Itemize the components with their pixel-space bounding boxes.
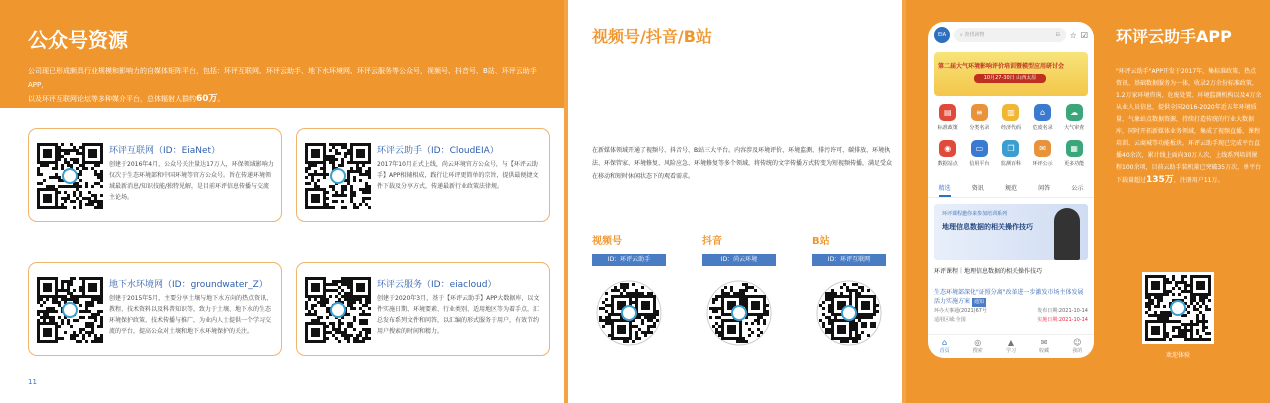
platform-id: ID：尚云环境 xyxy=(702,254,776,266)
card-title: 环评互联网（ID：EiaNet） xyxy=(109,146,221,156)
course-banner[interactable]: 环评课程邀你来参加培训系列 地理信息数据的相关操作技巧 xyxy=(934,204,1088,260)
qr-code-icon xyxy=(305,143,371,209)
feature-catalog[interactable]: ≡ 分类名录 xyxy=(964,104,996,140)
qr-code-icon xyxy=(305,277,371,343)
page-number: 11 xyxy=(28,378,37,386)
body-text: "环评云助手"APP开发于2017年，集标准政策、热点资讯、基础数据服务为一体，收录2万余份标准政策，1.2万家环境咨询、危废处置、环境监测机构以及4万余从业人员信息，提供全国2016-2020年近五年环境质量、气象站点数据资源，持续打造传统的行业大数据库，同时开拓新媒体业务领域，集成了视频直播、课程培训、云商城等功能板块。环评云助手现已完成平台直播40余次，累计线上面向30万人次，上线系列培训课程100余项，目前云助手装机量已突破35万次，单平台下载量超过135万，注册用户11万。 xyxy=(1116,68,1262,185)
feature-monitor-wiki[interactable]: ❐ 监测百科 xyxy=(995,140,1027,176)
platform-name: B站 xyxy=(812,236,830,247)
grid-icon: ▦ xyxy=(1066,140,1083,157)
compass-icon: ◎ xyxy=(974,338,982,347)
card-title: 地下水环境网（ID：groundwater_Z） xyxy=(109,280,268,290)
book-icon: ❐ xyxy=(1002,140,1019,157)
card-eianet xyxy=(28,128,282,222)
feature-eia-notice[interactable]: ✉ 环评公示 xyxy=(1027,140,1059,176)
nav-home[interactable]: ⌂ 首页 xyxy=(939,338,950,354)
card-description: 创建于2020年3月，基于【环评云助手】APP大数据库，以文件实施日期、环境要素、行业类别、适用地区等为着手点，汇总发布系列文件和问答，以汇编的形式服务于用户，有效节约用户搜索的时间和精力。 xyxy=(377,295,540,335)
app-top-bar xyxy=(928,22,1094,48)
qr-code-icon xyxy=(706,280,772,346)
feature-credit[interactable]: ▭ 信用平台 xyxy=(964,140,996,176)
tab-featured[interactable]: 精选 xyxy=(939,180,951,197)
nav-profile[interactable]: ☺ 我的 xyxy=(1072,338,1083,354)
card-title: 环评云助手（ID：CloudEIA） xyxy=(377,146,499,156)
mail-icon: ✉ xyxy=(1040,338,1048,347)
intro-text: 公司现已形成颇具行业规模和影响力的自媒体矩阵平台，包括：环评互联网、环评云助手、地下水环境网、环评云服务等公众号，视频号、抖音号、B站、环评云助手APP， 以及环评互联网论坛等多种媒介平台，总体辐射人群约60万。 xyxy=(28,67,537,104)
house-icon: ⌂ xyxy=(1034,104,1051,121)
news-title: 生态环境部深化"证照分离"改革进一步激发市场主体发展活力实施方案 xyxy=(934,289,1084,305)
feature-data-stations[interactable]: ◉ 数据站点 xyxy=(932,140,964,176)
feature-air-review[interactable]: ☁ 大气审查 xyxy=(1058,104,1090,140)
search-input[interactable]: ⌕ 查找读物 ⊟ xyxy=(954,28,1066,42)
tab-news[interactable]: 资讯 xyxy=(971,185,984,192)
page-video-platforms xyxy=(568,0,902,403)
feature-more[interactable]: ▦ 更多功能 xyxy=(1058,140,1090,176)
feature-hazard-list[interactable]: ⌂ 危废名录 xyxy=(1027,104,1059,140)
scan-icon[interactable]: ⊟ xyxy=(1055,32,1060,38)
platform-id: ID：环评互联网 xyxy=(812,254,886,266)
card-description: 2017年10月正式上线，尚云环境官方公众号，与【环评云助手】APP相辅相成，践行让环评更简单的宗旨，提供最便捷文件下载及分享方式，传递最新行业政策法律规。 xyxy=(377,161,539,190)
tab-notices[interactable]: 公示 xyxy=(1071,185,1084,192)
qr-code-icon xyxy=(37,143,103,209)
tab-qa[interactable]: 问答 xyxy=(1038,185,1051,192)
pin-icon: ◉ xyxy=(939,140,956,157)
home-icon: ⌂ xyxy=(942,338,948,347)
card-cloudeia xyxy=(296,128,550,222)
checkbox-icon[interactable]: ☑ xyxy=(1080,30,1088,40)
app-qr xyxy=(1142,272,1214,344)
news-tag: 通知 xyxy=(973,299,984,305)
nav-learn[interactable]: ▲ 学习 xyxy=(1005,338,1016,354)
feature-economy-code[interactable]: ▥ 经济代码 xyxy=(995,104,1027,140)
banner-title: 第二届大气环境影响评价培训暨模型应用研讨会 xyxy=(938,63,1065,70)
body-text: 在新媒体领域开通了视频号、抖音号、B站三大平台。内容涉及环境评价、环境监测、排污许可、碳排放、环境执法、环保管家、环境修复、风险应急、环境修复等多个领域，将传统的文字传播方式转变为短视频传播，满足受众在移动和短时休闲状态下的观看需求。 xyxy=(592,147,893,180)
page-title: 视频号/抖音/B站 xyxy=(592,27,712,46)
search-icon: ⌕ xyxy=(960,32,963,38)
platform-bilibili xyxy=(812,232,886,350)
page-public-accounts xyxy=(0,0,564,403)
page-title: 公众号资源 xyxy=(28,28,128,52)
platform-name: 抖音 xyxy=(702,236,722,247)
news-item[interactable]: 生态环境部深化"证照分离"改革进一步激发市场主体发展活力实施方案 通知 环办大事通(2021)67号 发布日期:2021-10-14 适用区域:全国 实施日期:2021-10-14 xyxy=(934,289,1088,323)
qr-code-icon xyxy=(596,280,662,346)
feature-grid xyxy=(932,104,1090,176)
audience-number: 60万 xyxy=(196,94,218,104)
user-icon: ☺ xyxy=(1073,338,1082,347)
platform-name: 视频号 xyxy=(592,236,622,247)
download-number: 135万 xyxy=(1146,175,1174,185)
content-tabs xyxy=(928,180,1094,198)
card-title: 环评云服务（ID：eiacloud） xyxy=(377,280,497,290)
feature-standards[interactable]: ▤ 标准政策 xyxy=(932,104,964,140)
card-description: 创建于2015年5月，主要分享土壤与地下水方向的热点资讯、教程、技术资料以及科普知识等，致力于土壤、地下水的生态环境保护政策、技术传播与推广，为业内人士提供一个学习交流的平台，提高公众对土壤和地下水环境保护的关注。 xyxy=(109,295,273,335)
qr-code-icon xyxy=(1145,275,1211,341)
bottom-nav xyxy=(928,334,1094,358)
platform-wechat-video xyxy=(592,232,666,350)
phone-mockup xyxy=(928,22,1094,358)
card-description: 创建于2016年4月，公众号关注量达17万人，环保领域影响力仅次于生态环境部和中国环境等官方公众号。旨在传递环境领域最新消息/知识技能/独特见解，是目前环评信息传播与交流主论场。 xyxy=(109,161,274,201)
platform-douyin xyxy=(702,232,776,350)
platform-id: ID：环评云助手 xyxy=(592,254,666,266)
app-logo: EIA xyxy=(934,27,950,43)
card-eiacloud xyxy=(296,262,550,356)
document-icon: ▤ xyxy=(939,104,956,121)
nav-favorites[interactable]: ✉ 收藏 xyxy=(1039,338,1050,354)
tab-standards[interactable]: 规范 xyxy=(1004,185,1017,192)
card-groundwater xyxy=(28,262,282,356)
cap-icon: ▲ xyxy=(1007,338,1015,347)
qr-code-icon xyxy=(37,277,103,343)
page-title: 环评云助手APP xyxy=(1116,27,1232,46)
star-icon[interactable]: ☆ xyxy=(1069,30,1077,40)
nav-search[interactable]: ◎ 搜索 xyxy=(972,338,983,354)
page-app xyxy=(906,0,1270,403)
presenter-image xyxy=(1054,208,1080,260)
qr-code-icon xyxy=(816,280,882,346)
megaphone-icon: ✉ xyxy=(1034,140,1051,157)
cloud-icon: ☁ xyxy=(1066,104,1083,121)
qr-caption: 欢迎体验 xyxy=(1165,352,1190,359)
chart-icon: ▥ xyxy=(1002,104,1019,121)
course-caption[interactable]: 环评课程｜地理信息数据的相关操作技巧 xyxy=(934,268,1043,275)
header-band xyxy=(0,0,564,108)
list-icon: ≡ xyxy=(971,104,988,121)
monitor-icon: ▭ xyxy=(971,140,988,157)
banner-date: 10月27-30日 山西太原 xyxy=(974,74,1046,83)
event-banner[interactable] xyxy=(934,52,1088,96)
